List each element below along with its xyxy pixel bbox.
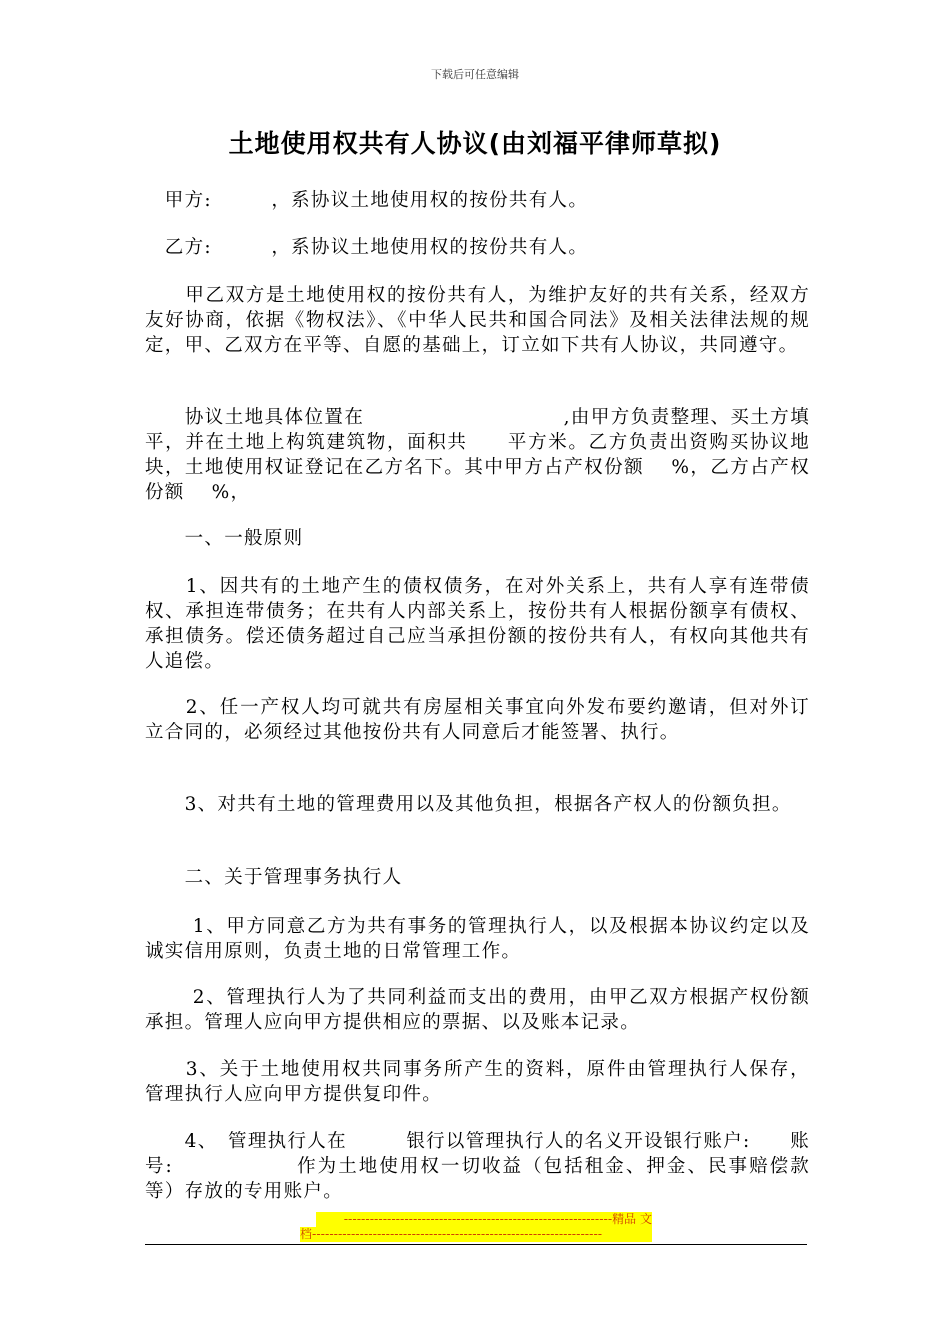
general-principle-item-2: 2、任一产权人均可就共有房屋相关事宜向外发布要约邀请，但对外订立合同的，必须经过其他按份共有人同意后才能签署、执行。 bbox=[145, 697, 810, 743]
manager-item-4: 4、 管理执行人在 银行以管理执行人的名义开设银行账户: 账号: 作为土地使用权一切收益（包括租金、押金、民事赔偿款等）存放的专用账户。 bbox=[145, 1131, 810, 1202]
footer-line-1: --------------------------------------------------------------精品 文 bbox=[316, 1212, 652, 1227]
footer-line-2: 档------------------------------------------------------------------- bbox=[300, 1227, 652, 1242]
header-note: 下载后可任意编辑 bbox=[431, 68, 519, 81]
intro-paragraph: 甲乙双方是土地使用权的按份共有人，为维护友好的共有关系，经双方友好协商，依据《物权法》、《中华人民共和国合同法》及相关法律法规的规定，甲、乙双方在平等、自愿的基础上，订立如下共有人协议，共同遵守。 bbox=[145, 285, 810, 356]
footer-divider bbox=[145, 1244, 807, 1245]
general-principle-item-3: 3、对共有土地的管理费用以及其他负担，根据各产权人的份额负担。 bbox=[145, 794, 792, 815]
section-heading-general-principles: 一、一般原则 bbox=[145, 528, 304, 549]
section-heading-manager: 二、关于管理事务执行人 bbox=[145, 867, 403, 888]
party-a-line: 甲方: ，系协议土地使用权的按份共有人。 bbox=[145, 190, 589, 211]
party-b-line: 乙方: ，系协议土地使用权的按份共有人。 bbox=[145, 237, 589, 258]
document-title: 土地使用权共有人协议(由刘福平律师草拟) bbox=[228, 129, 722, 158]
manager-item-1: 1、甲方同意乙方为共有事务的管理执行人，以及根据本协议约定以及诚实信用原则，负责土地的日常管理工作。 bbox=[145, 916, 810, 962]
manager-item-2: 2、管理执行人为了共同利益而支出的费用，由甲乙双方根据产权份额承担。管理人应向甲方提供相应的票据、以及账本记录。 bbox=[145, 987, 810, 1033]
land-location-paragraph: 协议土地具体位置在 ,由甲方负责整理、买土方填平，并在土地上构筑建筑物，面积共 平方米。乙方负责出资购买协议地块，土地使用权证登记在乙方名下。其中甲方占产权份额 %，乙方占产权份额 %， bbox=[145, 407, 810, 503]
manager-item-3: 3、关于土地使用权共同事务所产生的资料，原件由管理执行人保存，管理执行人应向甲方提供复印件。 bbox=[145, 1059, 810, 1105]
general-principle-item-1: 1、因共有的土地产生的债权债务，在对外关系上，共有人享有连带债权、承担连带债务；在共有人内部关系上，按份共有人根据份额享有债权、承担债务。偿还债务超过自己应当承担份额的按份共有人，有权向其他共有人追偿。 bbox=[145, 576, 810, 672]
footer-watermark-band bbox=[300, 1212, 652, 1242]
